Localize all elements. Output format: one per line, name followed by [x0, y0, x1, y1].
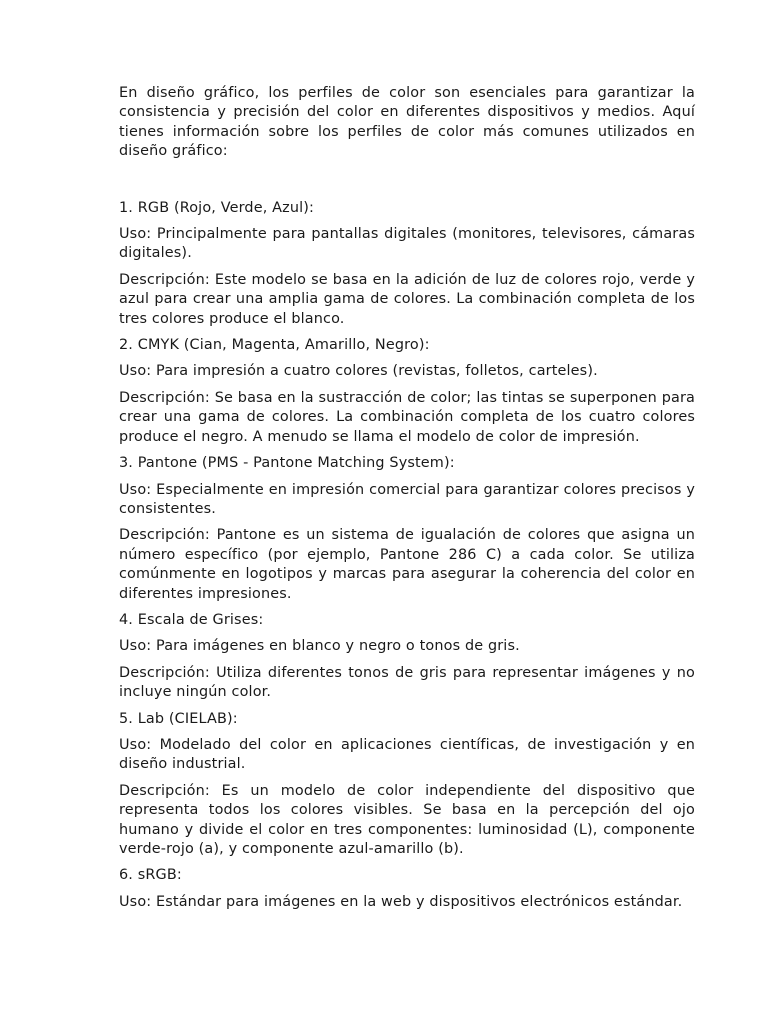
section-usage: Uso: Para impresión a cuatro colores (revistas, folletos, carteles).	[119, 363, 598, 380]
section-pantone	[119, 454, 695, 604]
section-title: 3. Pantone (PMS - Pantone Matching System):	[119, 455, 455, 472]
section-description: Descripción: Este modelo se basa en la adición de luz de colores rojo, verde y azul para crear una amplia gama de colores. La combinación completa de los tres colores produce el blanco.	[119, 271, 695, 327]
section-usage: Uso: Modelado del color en aplicaciones científicas, de investigación y en diseño industrial.	[119, 736, 695, 773]
section-cmyk	[119, 336, 695, 447]
intro-paragraph: En diseño gráfico, los perfiles de color son esenciales para garantizar la consistencia y precisión del color en diferentes dispositivos y medios. Aquí tienes información sobre los perfiles de color más comunes utilizados en diseño gráfico:	[119, 85, 695, 160]
section-description: Descripción: Pantone es un sistema de igualación de colores que asigna un número específico (por ejemplo, Pantone 286 C) a cada color. Se utiliza comúnmente en logotipos y marcas para asegurar la coherencia del color en diferentes impresiones.	[119, 527, 695, 602]
section-grayscale	[119, 611, 695, 703]
section-usage: Uso: Especialmente en impresión comercial para garantizar colores precisos y consistentes.	[119, 481, 695, 517]
section-rgb	[119, 199, 695, 329]
section-usage: Uso: Estándar para imágenes en la web y dispositivos electrónicos estándar.	[119, 893, 683, 910]
section-title: 4. Escala de Grises:	[119, 611, 264, 628]
section-srgb	[119, 866, 695, 912]
section-usage: Uso: Principalmente para pantallas digitales (monitores, televisores, cámaras digitales).	[119, 226, 695, 262]
section-description: Descripción: Utiliza diferentes tonos de gris para representar imágenes y no incluye ningún color.	[119, 664, 695, 701]
section-title: 5. Lab (CIELAB):	[119, 710, 238, 727]
section-title: 2. CMYK (Cian, Magenta, Amarillo, Negro):	[119, 337, 430, 354]
section-usage: Uso: Para imágenes en blanco y negro o tonos de gris.	[119, 638, 520, 655]
section-description: Descripción: Se basa en la sustracción de color; las tintas se superponen para crear una gama de colores. La combinación completa de los cuatro colores produce el negro. A menudo se llama el modelo de color de impresión.	[119, 389, 695, 445]
document-body	[119, 84, 695, 919]
section-lab	[119, 710, 695, 860]
section-title: 1. RGB (Rojo, Verde, Azul):	[119, 199, 315, 216]
section-title: 6. sRGB:	[119, 867, 182, 884]
section-description: Descripción: Es un modelo de color independiente del dispositivo que representa todos los colores visibles. Se basa en la percepción del ojo humano y divide el color en tres componentes: luminosidad (L), componente verde-rojo (a), y componente azul-amarillo (b).	[119, 782, 695, 857]
